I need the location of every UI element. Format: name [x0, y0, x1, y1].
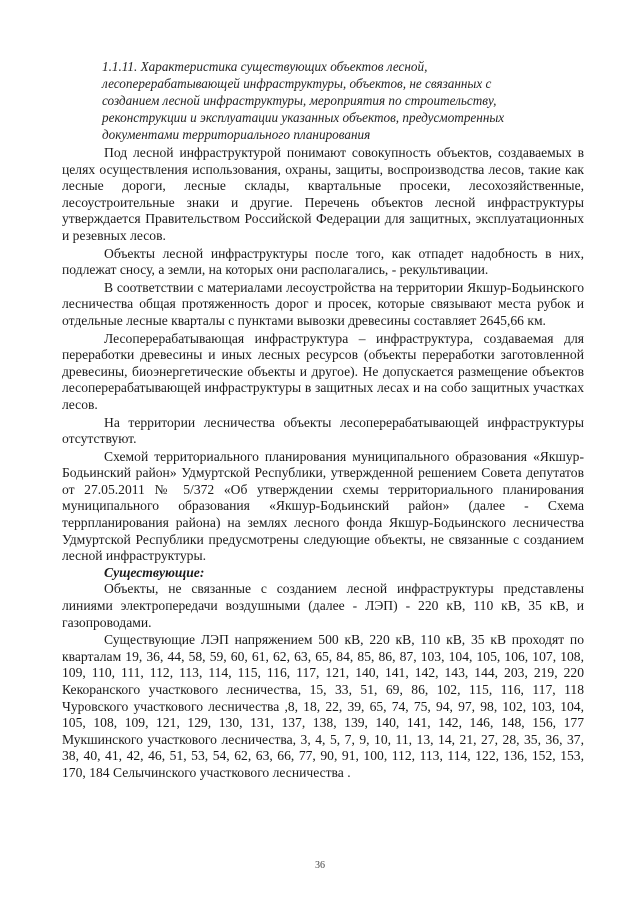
- paragraph-absence: На территории лесничества объекты лесоперерабатывающей инфраструктуры отсутствуют.: [62, 414, 584, 447]
- paragraph-quarters-list: Существующие ЛЭП напряжением 500 кВ, 220 кВ, 110 кВ, 35 кВ проходят по кварталам 19, 36, 44, 58, 59, 60, 61, 62, 63, 65, 84, 85, 86, 87, 103, 104, 105, 106, 107, 108, 109, 110, 111, 112, 113, 114, 115, 116, 117, 121, 140, 141, 142, 143, 144, 203, 219, 220 Кекоранского участкового лесничества, 15, 33, 51, 69, 86, 102, 115, 116, 117, 118 Чуровского участкового лесничества ,8, 18, 22, 39, 65, 74, 75, 94, 97, 98, 102, 103, 104, 105, 108, 109, 121, 129, 130, 131, 137, 138, 139, 140, 141, 142, 146, 148, 156, 177 Мукшинского участкового лесничества, 3, 4, 5, 7, 9, 10, 11, 13, 14, 21, 27, 28, 35, 36, 37, 38, 40, 41, 42, 46, 51, 53, 54, 62, 63, 66, 77, 90, 91, 100, 112, 113, 114, 122, 136, 152, 153, 170, 184 Селычинского участкового лесничества .: [62, 632, 584, 780]
- paragraph-territorial-scheme: Схемой территориального планирования муниципального образования «Якшур-Бодьинский район» Удмуртской Республики, утвержденной решением Совета депутатов от 27.05.2011 № 5/372 «Об утверждении схемы территориального планирования муниципального образования «Якшур-Бодьинский район» (далее - Схема террпланирования района) на землях лесного фонда Якшур-Бодьинского лесничества Удмуртской Республики предусмотрены следующие объекты, не связанные с созданием лесной инфраструктуры.: [62, 448, 584, 564]
- page-number: 36: [315, 860, 325, 871]
- paragraph-processing-infrastructure: Лесоперерабатывающая инфраструктура – инфраструктура, создаваемая для переработки древесины и иных лесных ресурсов (объекты переработки заготовленной древесины, биоэнергетические объекты и другое). Не допускается размещение объектов лесоперерабатывающей инфраструктуры в защитных лесах и на собо защитных участках лесов.: [62, 330, 584, 412]
- section-heading: [102, 58, 584, 143]
- heading-line: 1.1.11. Характеристика существующих объектов лесной,: [102, 59, 428, 74]
- paragraph-roads-length: В соответствии с материалами лесоустройства на территории Якшур-Бодьинского лесничества общая протяженность дорог и просек, которые связывают места рубок и отдельные лесные кварталы с пунктами вывозки древесины составляет 2645,66 км.: [62, 279, 584, 328]
- heading-line: реконструкции и эксплуатации указанных объектов, предусмотренных: [102, 110, 505, 125]
- paragraph-forest-infrastructure: Под лесной инфраструктурой понимают совокупность объектов, создаваемых в целях осуществления использования, охраны, защиты, воспроизводства лесов, такие как лесные дороги, лесные склады, квартальные просеки, лесохозяйственные, лесоустроительные знаки и другие. Перечень объектов лесной инфраструктуры утверждается Правительством Российской Федерации для защитных, эксплуатационных и резевных лесов.: [62, 145, 584, 243]
- heading-line: лесоперерабатывающей инфраструктуры, объектов, не связанных с: [102, 76, 492, 91]
- subheading-existing: Существующие:: [104, 564, 205, 580]
- heading-line: созданием лесной инфраструктуры, мероприятия по строительству,: [102, 93, 497, 108]
- paragraph-power-lines: Объекты, не связанные с созданием лесной инфраструктуры представлены линиями электропередачи воздушными (далее - ЛЭП) - 220 кВ, 110 кВ, 35 кВ, и газопроводами.: [62, 581, 584, 630]
- paragraph-demolition: Объекты лесной инфраструктуры после того, как отпадет надобность в них, подлежат сносу, а земли, на которых они располагались, - рекультивации.: [62, 245, 584, 278]
- heading-line: документами территориального планирования: [102, 127, 371, 142]
